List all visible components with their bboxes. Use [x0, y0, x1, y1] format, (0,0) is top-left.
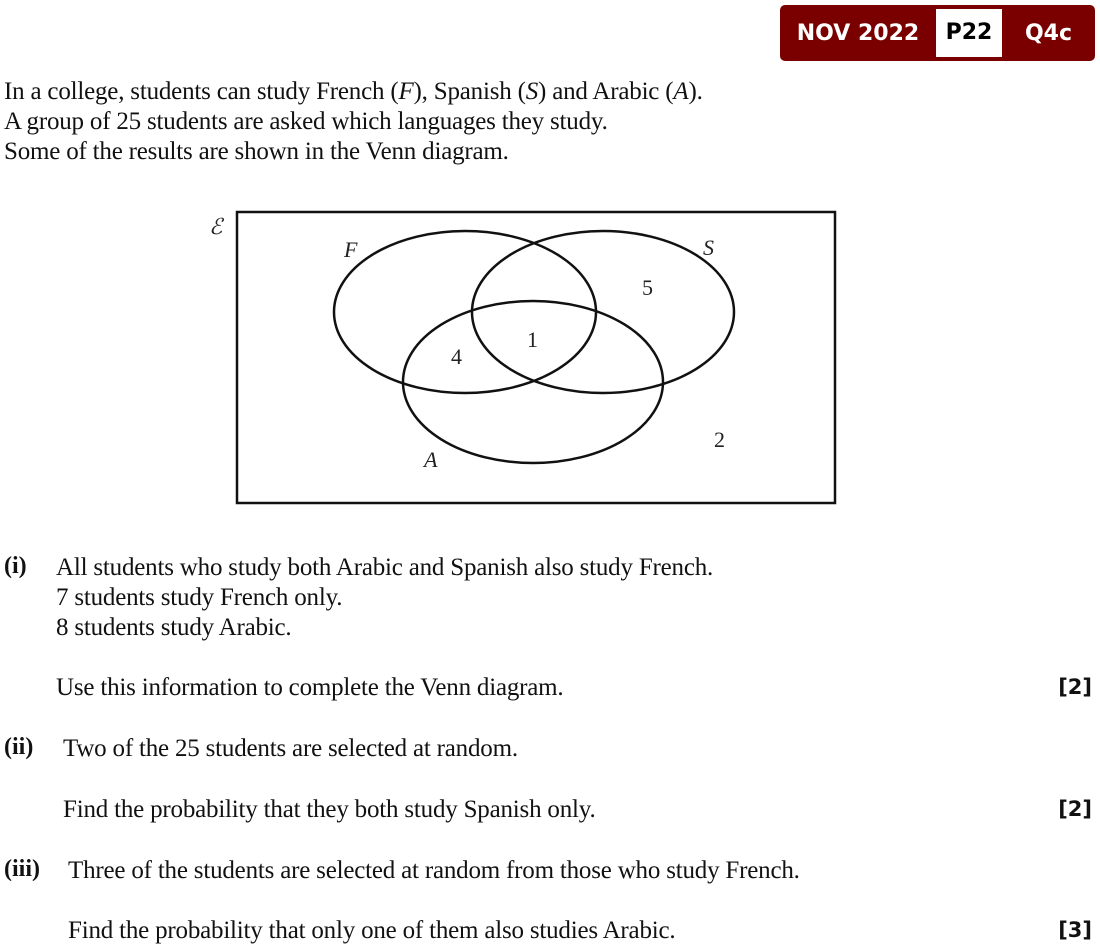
question-reference-badge — [780, 5, 1095, 61]
intro-line-2: A group of 25 students are asked which languages they study. — [4, 108, 608, 135]
region-f-a-only-value: 4 — [451, 344, 462, 369]
part-i-instruction: Use this information to complete the Venn diagram. — [56, 674, 564, 701]
exam-session-label: NOV 2022 — [796, 20, 920, 46]
intro-line-3: Some of the results are shown in the Venn diagram. — [4, 138, 509, 165]
part-i-line-3: 8 students study Arabic. — [56, 614, 292, 641]
part-ii-number: (ii) — [4, 734, 34, 760]
part-ii-instruction: Find the probability that they both study Spanish only. — [63, 796, 596, 823]
part-i-line-1: All students who study both Arabic and Spanish also study French. — [56, 554, 714, 581]
set-symbol-a: A — [673, 78, 689, 105]
part-iii-line-1: Three of the students are selected at random from those who study French. — [68, 857, 800, 884]
part-ii-line-1: Two of the 25 students are selected at random. — [63, 735, 518, 762]
part-i-line-2: 7 students study French only. — [56, 584, 343, 611]
set-symbol-s: S — [525, 78, 539, 105]
region-outside-value: 2 — [714, 427, 725, 452]
set-f-label: F — [344, 237, 358, 262]
part-i-marks: [2] — [1058, 675, 1092, 699]
intro-text: ), Spanish ( — [413, 78, 526, 105]
universal-set-rectangle — [237, 212, 835, 503]
question-number-label: Q4c — [1024, 20, 1073, 46]
region-f-a-s-value: 1 — [527, 327, 538, 352]
part-i-number: (i) — [4, 553, 27, 579]
universal-set-symbol: ℰ — [209, 214, 223, 239]
intro-text: In a college, students can study French ( — [4, 78, 399, 105]
set-s-label: S — [703, 235, 714, 260]
part-iii-number: (iii) — [4, 856, 40, 882]
paper-number-label: P22 — [936, 9, 1002, 57]
set-a-label: A — [424, 447, 438, 472]
part-ii-marks: [2] — [1058, 797, 1092, 821]
region-s-only-value: 5 — [642, 275, 653, 300]
part-iii-marks: [3] — [1058, 918, 1092, 942]
set-s-ellipse — [472, 231, 734, 393]
venn-diagram — [200, 200, 850, 520]
intro-text: ). — [688, 78, 703, 105]
intro-text: ) and Arabic ( — [538, 78, 674, 105]
part-iii-instruction: Find the probability that only one of them also studies Arabic. — [68, 917, 676, 944]
intro-line-1 — [4, 77, 703, 107]
set-symbol-f: F — [398, 78, 414, 105]
